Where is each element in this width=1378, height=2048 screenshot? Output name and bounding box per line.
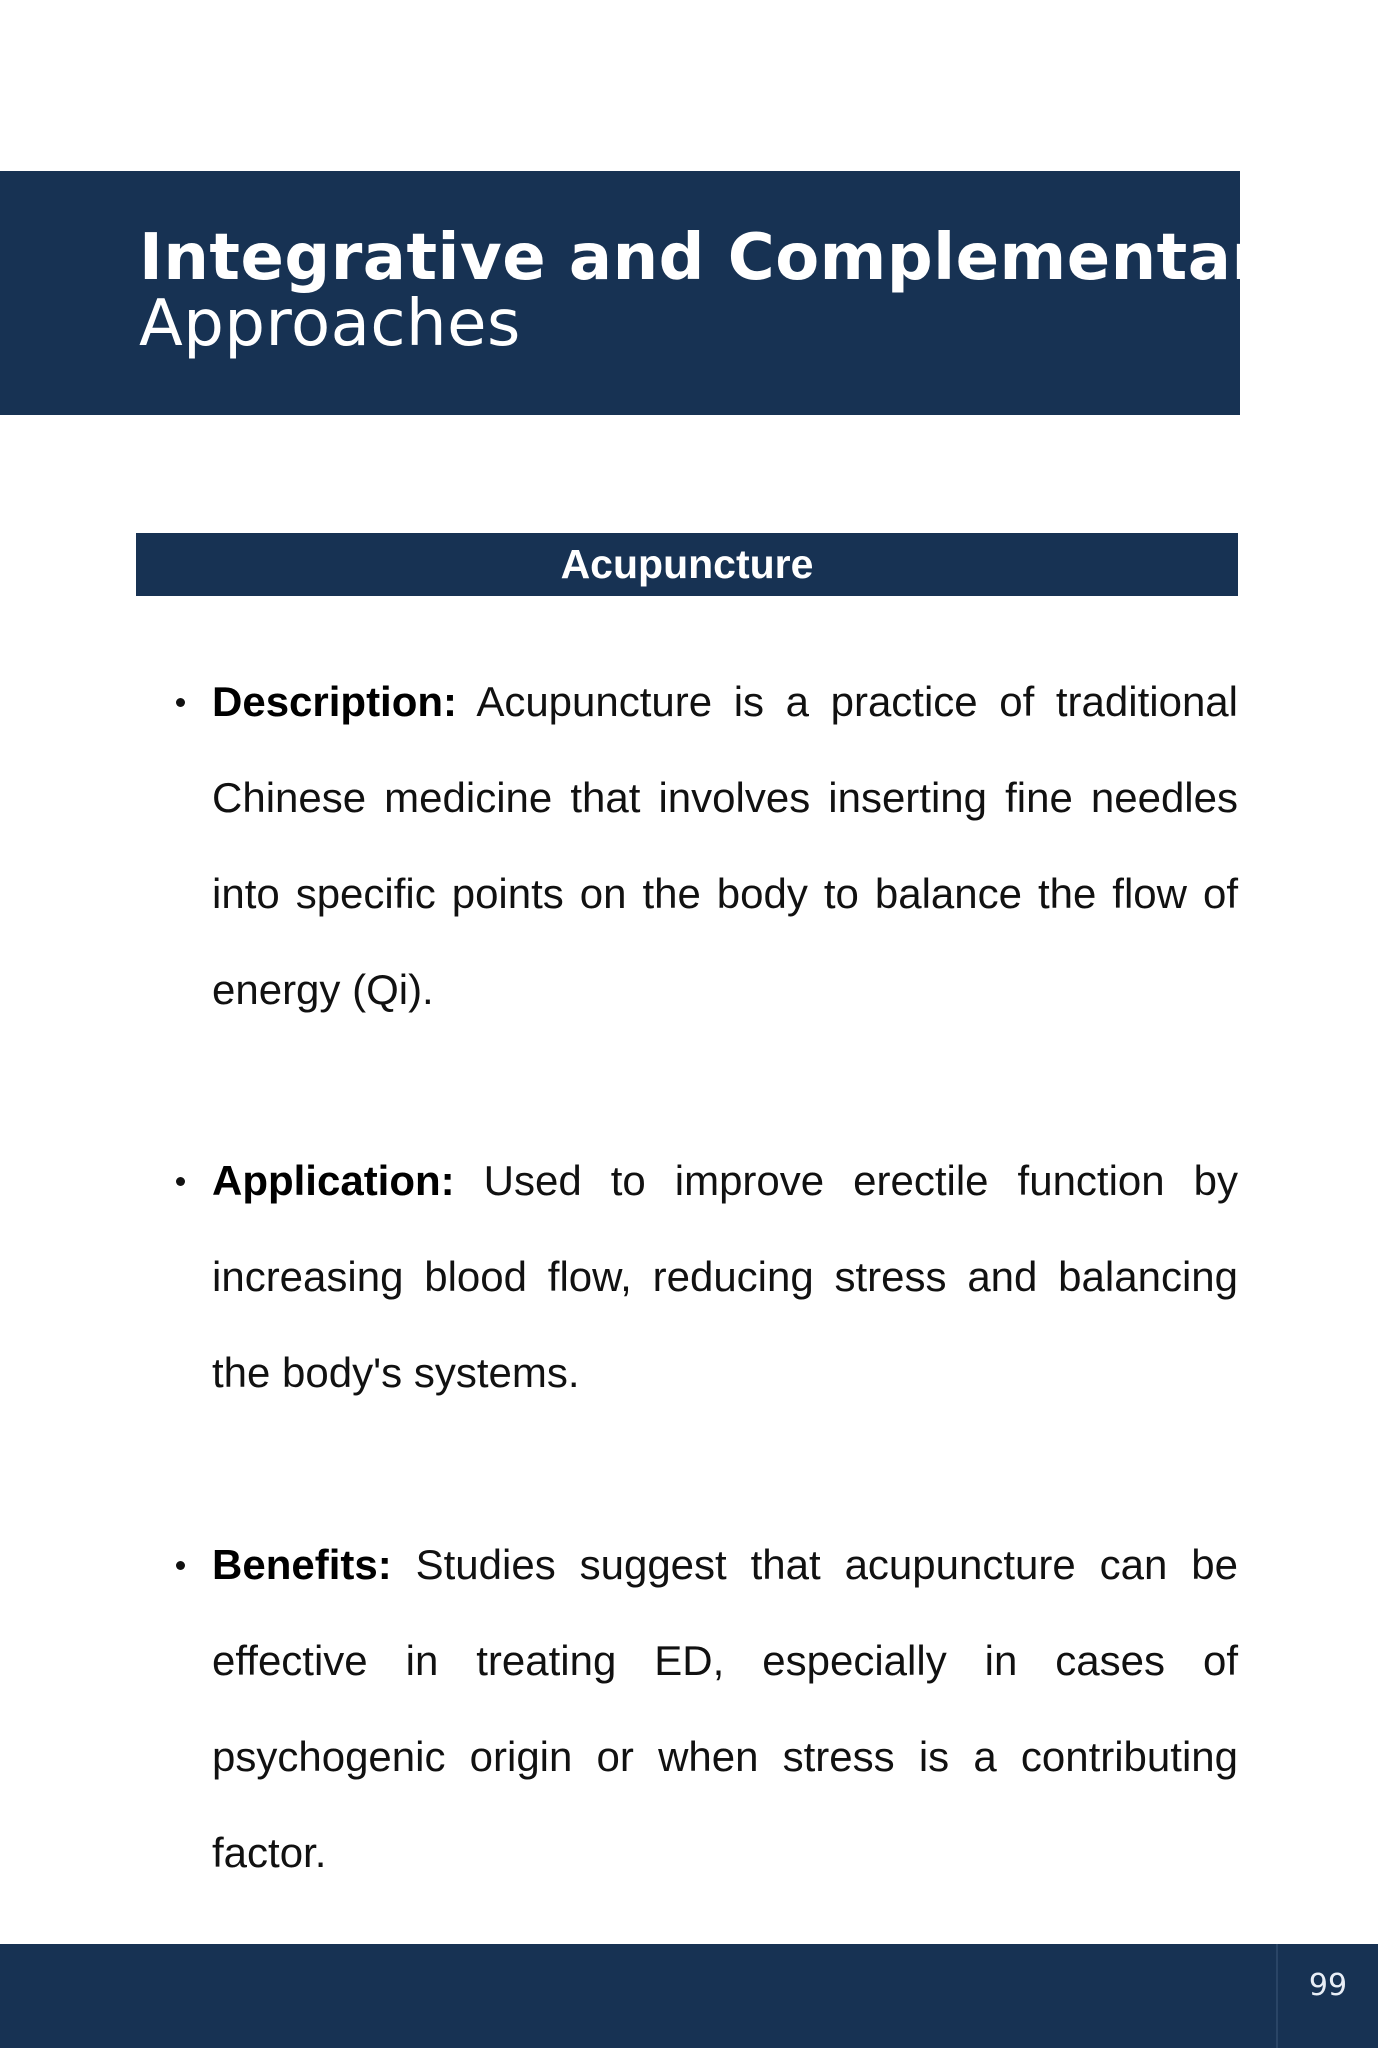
- bullet-label: Benefits:: [212, 1541, 392, 1588]
- page-title: [139, 221, 1378, 361]
- bullet-text: Studies suggest that acupuncture can be effective in treating ED, especially in cases of psychogenic origin or when stress is a contributing factor.: [212, 1541, 1238, 1876]
- list-item-application: [212, 1133, 1238, 1421]
- list-item-benefits: [212, 1517, 1238, 1901]
- page-number: 99: [1276, 1944, 1378, 2048]
- page-title-bold: Integrative and Complementary: [139, 221, 1306, 295]
- bullet-text: Used to improve erectile function by increasing blood flow, reducing stress and balancing the body's systems.: [212, 1157, 1239, 1396]
- list-item-description: [212, 654, 1238, 1038]
- page-title-light: Approaches: [139, 287, 521, 361]
- section-heading-acupuncture: Acupuncture: [136, 533, 1238, 596]
- bullet-text: Acupuncture is a practice of traditional Chinese medicine that involves inserting fine needles into specific points on the body to balance the flow of energy (Qi).: [212, 678, 1238, 1013]
- footer-bar: [0, 1944, 1378, 2048]
- bullet-label: Description:: [212, 678, 458, 725]
- bullet-label: Application:: [212, 1157, 455, 1204]
